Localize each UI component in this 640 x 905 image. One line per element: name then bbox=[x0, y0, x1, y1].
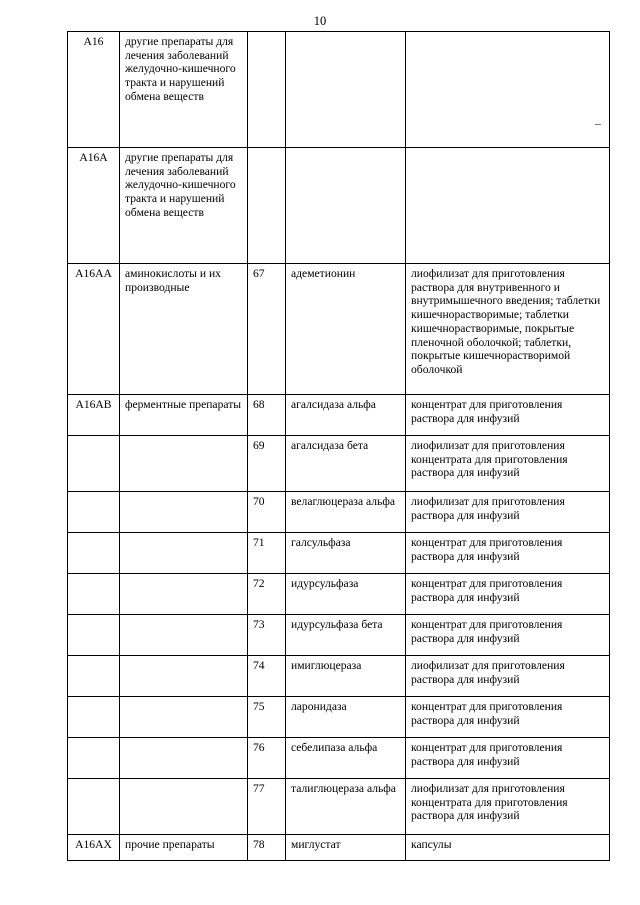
atc-group-empty bbox=[120, 533, 248, 574]
atc-code-empty bbox=[68, 574, 120, 615]
drug-name: идурсульфаза бета bbox=[286, 615, 406, 656]
table-row bbox=[68, 574, 610, 615]
item-number: 77 bbox=[248, 779, 286, 835]
item-number bbox=[248, 32, 286, 148]
item-number: 75 bbox=[248, 697, 286, 738]
dosage-form: лиофилизат для приготовления концентрата для приготовления раствора для инфузий bbox=[406, 779, 610, 835]
dosage-form bbox=[406, 148, 610, 264]
drug-name: ларонидаза bbox=[286, 697, 406, 738]
dosage-form: лиофилизат для приготовления концентрата для приготовления раствора для инфузий bbox=[406, 436, 610, 492]
item-number: 74 bbox=[248, 656, 286, 697]
atc-code: A16 bbox=[68, 32, 120, 148]
atc-group: аминокислоты и их производные bbox=[120, 264, 248, 395]
dosage-form: концентрат для приготовления раствора для инфузий bbox=[406, 395, 610, 436]
dosage-form: концентрат для приготовления раствора для инфузий bbox=[406, 533, 610, 574]
atc-group: другие препараты для лечения заболеваний желудочно-кишечного тракта и нарушений обмена веществ bbox=[120, 32, 248, 148]
atc-group-empty bbox=[120, 656, 248, 697]
dosage-form: лиофилизат для приготовления раствора для внутривенного и внутримышечного введения; таблетки кишечнорастворимые; таблетки кишечнорастворимые, покрытые пленочной оболочкой; таблетки, покрытые кишечнорастворимой оболочкой bbox=[406, 264, 610, 395]
atc-group bbox=[120, 779, 248, 835]
table-row bbox=[68, 395, 610, 436]
table-row bbox=[68, 835, 610, 861]
table-row bbox=[68, 697, 610, 738]
table-row bbox=[68, 148, 610, 264]
table-row bbox=[68, 436, 610, 492]
dosage-form bbox=[406, 32, 610, 148]
atc-code-empty bbox=[68, 656, 120, 697]
drug-name: агалсидаза бета bbox=[286, 436, 406, 492]
dosage-form: лиофилизат для приготовления раствора для инфузий bbox=[406, 656, 610, 697]
dosage-form: капсулы bbox=[406, 835, 610, 861]
item-number: 69 bbox=[248, 436, 286, 492]
atc-group-empty bbox=[120, 574, 248, 615]
table-row bbox=[68, 779, 610, 835]
atc-group: другие препараты для лечения заболеваний желудочно-кишечного тракта и нарушений обмена веществ bbox=[120, 148, 248, 264]
atc-code: A16A bbox=[68, 148, 120, 264]
table-row bbox=[68, 32, 610, 148]
table-row bbox=[68, 264, 610, 395]
atc-group-empty bbox=[120, 697, 248, 738]
atc-code-empty bbox=[68, 492, 120, 533]
table-row bbox=[68, 492, 610, 533]
drug-name: агалсидаза альфа bbox=[286, 395, 406, 436]
table-row bbox=[68, 533, 610, 574]
drug-name: велаглюцераза альфа bbox=[286, 492, 406, 533]
item-number: 73 bbox=[248, 615, 286, 656]
item-number: 68 bbox=[248, 395, 286, 436]
drug-name bbox=[286, 32, 406, 148]
atc-code-empty bbox=[68, 615, 120, 656]
item-number: 70 bbox=[248, 492, 286, 533]
drug-name: талиглюцераза альфа bbox=[286, 779, 406, 835]
atc-group-empty bbox=[120, 615, 248, 656]
atc-group-empty bbox=[120, 492, 248, 533]
atc-group: ферментные препараты bbox=[120, 395, 248, 436]
drug-name: имиглюцераза bbox=[286, 656, 406, 697]
dosage-form: концентрат для приготовления раствора для инфузий bbox=[406, 697, 610, 738]
atc-code-empty bbox=[68, 436, 120, 492]
atc-code: A16AA bbox=[68, 264, 120, 395]
drug-name: адеметионин bbox=[286, 264, 406, 395]
table-row bbox=[68, 738, 610, 779]
item-number: 76 bbox=[248, 738, 286, 779]
item-number: 78 bbox=[248, 835, 286, 861]
drug-name: идурсульфаза bbox=[286, 574, 406, 615]
atc-code-empty bbox=[68, 697, 120, 738]
atc-group: прочие препараты bbox=[120, 835, 248, 861]
drug-name: себелипаза альфа bbox=[286, 738, 406, 779]
item-number bbox=[248, 148, 286, 264]
atc-code: A16AX bbox=[68, 835, 120, 861]
page-number: 10 bbox=[313, 14, 327, 28]
atc-code-empty bbox=[68, 533, 120, 574]
item-number: 72 bbox=[248, 574, 286, 615]
dosage-form: лиофилизат для приготовления раствора для инфузий bbox=[406, 492, 610, 533]
dosage-form: концентрат для приготовления раствора для инфузий bbox=[406, 574, 610, 615]
dosage-form: концентрат для приготовления раствора для инфузий bbox=[406, 615, 610, 656]
item-number: 71 bbox=[248, 533, 286, 574]
table-row bbox=[68, 656, 610, 697]
atc-code bbox=[68, 779, 120, 835]
item-number: 67 bbox=[248, 264, 286, 395]
dosage-form: концентрат для приготовления раствора для инфузий bbox=[406, 738, 610, 779]
atc-code: A16AB bbox=[68, 395, 120, 436]
table-row bbox=[68, 615, 610, 656]
drug-name: галсульфаза bbox=[286, 533, 406, 574]
drug-name: миглустат bbox=[286, 835, 406, 861]
drug-name bbox=[286, 148, 406, 264]
atc-code bbox=[68, 738, 120, 779]
drug-table bbox=[67, 31, 610, 861]
atc-group bbox=[120, 738, 248, 779]
atc-group-empty bbox=[120, 436, 248, 492]
